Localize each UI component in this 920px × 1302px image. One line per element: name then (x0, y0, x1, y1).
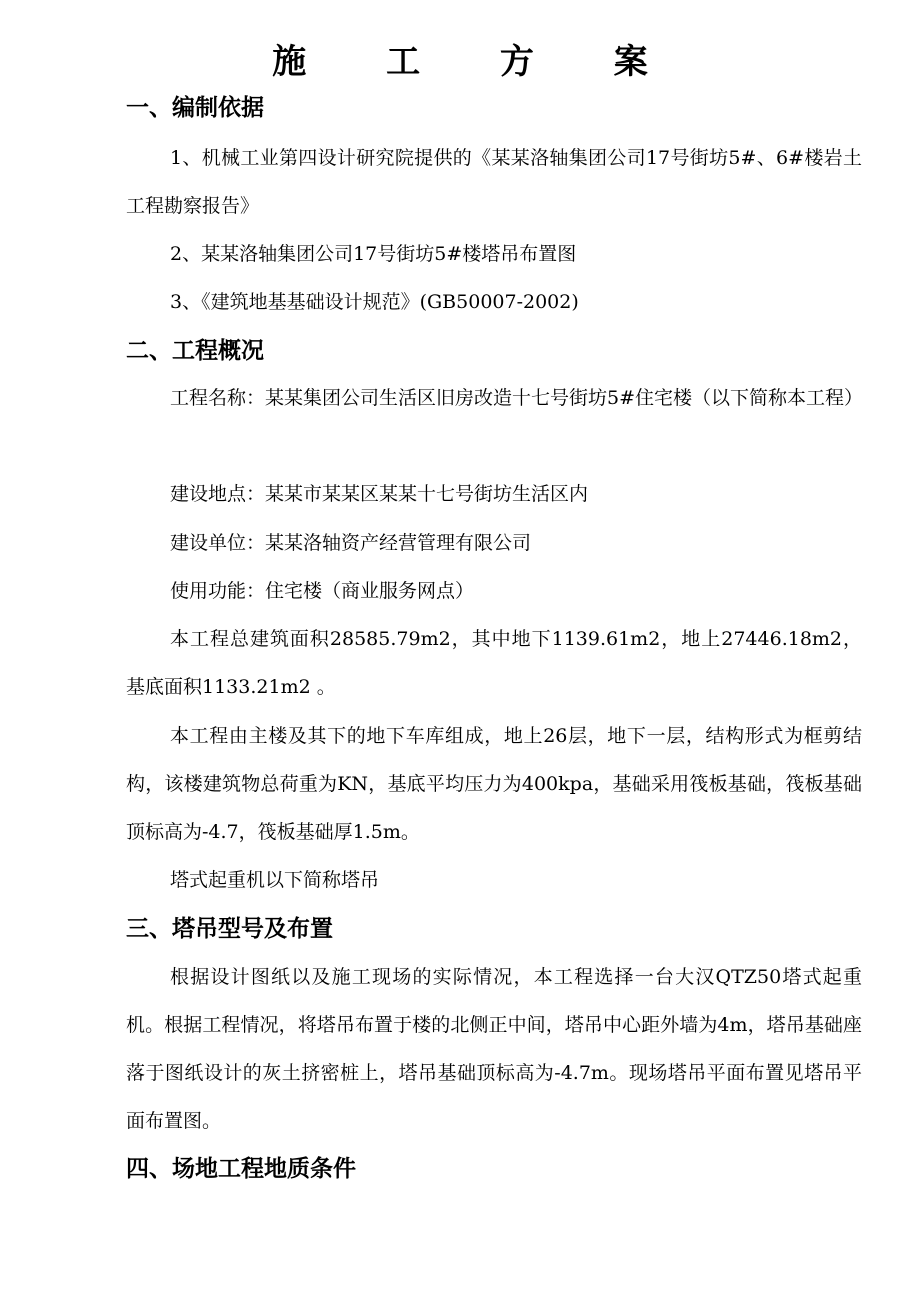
paragraph-1-1: 1、机械工业第四设计研究院提供的《某某洛轴集团公司17号街坊5#、6#楼岩土工程勘察报告》 (126, 147, 862, 217)
section-heading-2: 二、工程概况 (126, 338, 264, 364)
paragraph-2-5: 本工程总建筑面积28585.79m2，其中地下1139.61m2，地上27446.18m2，基底面积1133.21m2 。 (126, 628, 862, 698)
paragraph-2-7: 塔式起重机以下简称塔吊 (170, 869, 380, 891)
section-heading-1: 一、编制依据 (126, 95, 264, 121)
paragraph-2-3: 建设单位：某某洛轴资产经营管理有限公司 (170, 532, 532, 554)
section-heading-3: 三、塔吊型号及布置 (126, 916, 333, 942)
paragraph-2-4: 使用功能：住宅楼（商业服务网点） (170, 580, 475, 602)
section-heading-4: 四、场地工程地质条件 (126, 1156, 356, 1182)
page-title: 施 工 方 案 (272, 42, 682, 82)
paragraph-2-6: 本工程由主楼及其下的地下车库组成，地上26层，地下一层，结构形式为框剪结构，该楼建筑物总荷重为KN，基底平均压力为400kpa，基础采用筏板基础，筏板基础顶标高为-4.7，筏板基础厚1.5m。 (126, 725, 862, 843)
paragraph-2-2: 建设地点：某某市某某区某某十七号街坊生活区内 (170, 483, 589, 505)
paragraph-1-2: 2、某某洛轴集团公司17号街坊5#楼塔吊布置图 (170, 243, 577, 265)
paragraph-1-3: 3、《建筑地基基础设计规范》(GB50007-2002) (170, 291, 579, 313)
paragraph-2-1: 工程名称：某某集团公司生活区旧房改造十七号街坊5#住宅楼（以下简称本工程） (170, 387, 864, 409)
paragraph-3-1: 根据设计图纸以及施工现场的实际情况，本工程选择一台大汉QTZ50塔式起重机。根据工程情况，将塔吊布置于楼的北侧正中间，塔吊中心距外墙为4m，塔吊基础座落于图纸设计的灰土挤密桩上，塔吊基础顶标高为-4.7m。现场塔吊平面布置见塔吊平面布置图。 (126, 966, 862, 1132)
